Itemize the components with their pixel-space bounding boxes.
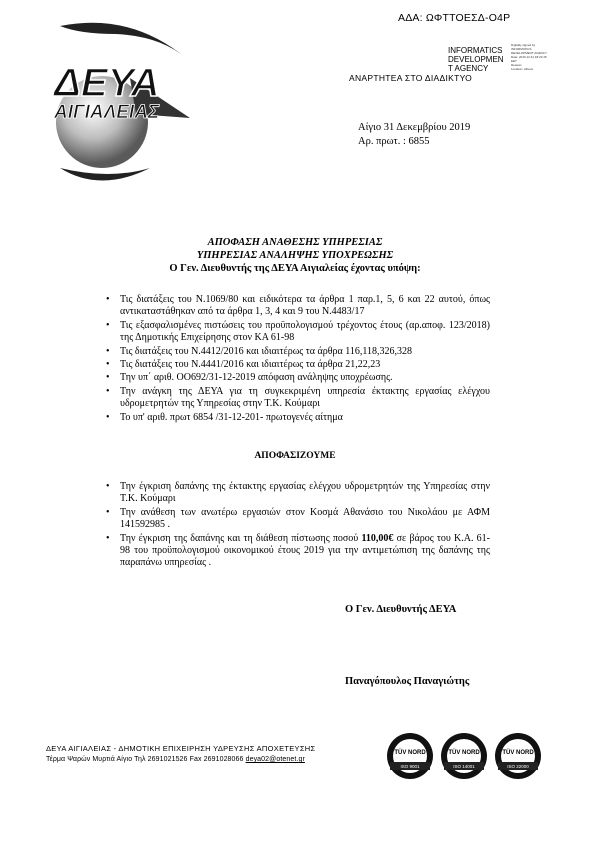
document-title-block bbox=[100, 236, 490, 275]
list-item: • Την ανάγκη της ΔΕΥΑ για τη συγκεκριμένη υπηρεσία έκτακτης εργασίας ελέγχου υδρομετρητών της Υπηρεσίας στην Τ.Κ. Κούμαρι bbox=[106, 386, 490, 411]
publication-note: ΑΝΑΡΤΗΤΕΑ ΣΤΟ ΔΙΑΔΙΚΤΥΟ bbox=[349, 73, 473, 83]
list-item: • Την ανάθεση των ανωτέρω εργασιών στον Κοσμά Αθανάσιο του Νικολάου με ΑΦΜ 141592985 . bbox=[106, 507, 490, 532]
decision-text: Την έγκριση της δαπάνης και τη διάθεση πίστωσης ποσού bbox=[120, 532, 362, 544]
list-item: • Την έγκριση δαπάνης της έκτακτης εργασίας ελέγχου υδρομετρητών της Υπηρεσίας στην Τ.Κ. Κούμαρι bbox=[106, 481, 490, 506]
logo-text-top: ΔΕΥΑ bbox=[54, 61, 160, 105]
info-line: T AGENCY bbox=[448, 64, 489, 73]
badge-bottom-text: ISO 9001 bbox=[400, 764, 420, 769]
decisions-list bbox=[106, 481, 490, 571]
title-line-1: ΑΠΟΦΑΣΗ ΑΝΑΘΕΣΗΣ ΥΠΗΡΕΣΙΑΣ bbox=[207, 237, 383, 248]
list-item: • Την υπ΄ αριθ. ΟΟ692/31-12-2019 απόφαση ανάληψης υποχρέωσης. bbox=[106, 372, 490, 384]
ada-code: ΑΔΑ: ΩΦΤΤΟΕΣΔ-Ο4Ρ bbox=[398, 12, 511, 24]
list-item: • Το υπ' αριθ. πρωτ 6854 /31-12-201- πρωτογενές αίτημα bbox=[106, 412, 490, 424]
deya-logo bbox=[40, 18, 192, 186]
list-item: • Τις διατάξεις του Ν.1069/80 και ειδικότερα τα άρθρα 1 παρ.1, 5, 6 και 22 αυτού, όπως αντικαταστάθηκαν από τα άρθρα 1, 3, 4 και 9 του Ν.4483/17 bbox=[106, 294, 490, 319]
title-line-3: Ο Γεν. Διευθυντής της ΔΕΥΑ Αιγιαλείας έχοντας υπόψη: bbox=[169, 263, 421, 274]
signature-detail-line: Reason: bbox=[511, 63, 523, 67]
decision-amount: 110,00€ bbox=[361, 532, 394, 544]
signer-organisation bbox=[448, 46, 504, 73]
signature-detail-line: DEVELOPMENT AGENCY bbox=[511, 51, 547, 55]
list-item bbox=[106, 533, 490, 570]
badge-top-text: TÜV NORD bbox=[502, 750, 534, 756]
info-line: DEVELOPMEN bbox=[448, 55, 504, 64]
list-item: • Τις διατάξεις του Ν.4441/2016 και ιδιαιτέρως τα άρθρα 21,22,23 bbox=[106, 359, 490, 371]
date-protocol-block bbox=[358, 121, 470, 149]
protocol-number: Αρ. πρωτ. : 6855 bbox=[358, 136, 430, 147]
badge-top-text: TÜV NORD bbox=[394, 750, 426, 756]
decision-text: σε βάρος του Κ.Α. 61-98 του προϋπολογισμού οικονομικού έτους 2019 για την αντιμετώπιση της δαπάνης της παραπάνω υπηρεσίας . bbox=[120, 532, 490, 569]
title-line-2: ΥΠΗΡΕΣΙΑΣ ΑΝΑΛΗΨΗΣ ΥΠΟΧΡΕΩΣΗΣ bbox=[196, 250, 394, 261]
document-date: Αίγιο 31 Δεκεμβρίου 2019 bbox=[358, 122, 471, 133]
certification-badge-icon bbox=[440, 732, 488, 780]
certification-badge-icon bbox=[494, 732, 542, 780]
footer-address: Τέρμα Ψαρών Μυρτιά Αίγιο Τηλ 2691021526 Fax 2691028066 bbox=[46, 756, 246, 763]
signature-detail-line: EET bbox=[511, 59, 517, 63]
badge-bottom-text: ISO 22000 bbox=[507, 764, 529, 769]
list-item: • Τις εξασφαλισμένες πιστώσεις του προϋπολογισμού τρέχοντος έτους (αρ.αποφ. 123/2018) της Δημοτικής Επιχείρησης στον ΚΑ 61-98 bbox=[106, 320, 490, 345]
certification-badge-icon bbox=[386, 732, 434, 780]
signature-name: Παναγόπουλος Παναγιώτης bbox=[345, 676, 470, 687]
badge-top-text: TÜV NORD bbox=[448, 750, 480, 756]
logo-text-bottom: ΑΙΓΙΑΛΕΙΑΣ bbox=[54, 102, 160, 123]
considerations-list bbox=[106, 294, 490, 425]
digital-signature-details bbox=[511, 43, 551, 71]
footer-email-link[interactable]: deya02@otenet.gr bbox=[245, 756, 305, 763]
list-item: • Τις διατάξεις του Ν.4412/2016 και ιδιαιτέρως τα άρθρα 116,118,326,328 bbox=[106, 346, 490, 358]
signature-detail-line: Location: Athens bbox=[511, 67, 534, 71]
signature-detail-line: Date: 2019.12.31 18:23:15 bbox=[511, 55, 547, 59]
footer-contact bbox=[46, 756, 305, 763]
badge-bottom-text: ISO 14001 bbox=[453, 764, 475, 769]
footer-organisation: ΔΕΥΑ ΑΙΓΙΑΛΕΙΑΣ - ΔΗΜΟΤΙΚΗ ΕΠΙΧΕΙΡΗΣΗ ΥΔΡΕΥΣΗΣ ΑΠΟΧΕΤΕΥΣΗΣ bbox=[46, 744, 316, 753]
signature-detail-line: Digitally signed by INFORMATICS bbox=[511, 43, 536, 51]
signature-role: Ο Γεν. Διευθυντής ΔΕΥΑ bbox=[345, 604, 457, 615]
decide-heading: ΑΠΟΦΑΣΙΖΟΥΜΕ bbox=[254, 451, 336, 461]
info-line: INFORMATICS bbox=[448, 46, 503, 55]
